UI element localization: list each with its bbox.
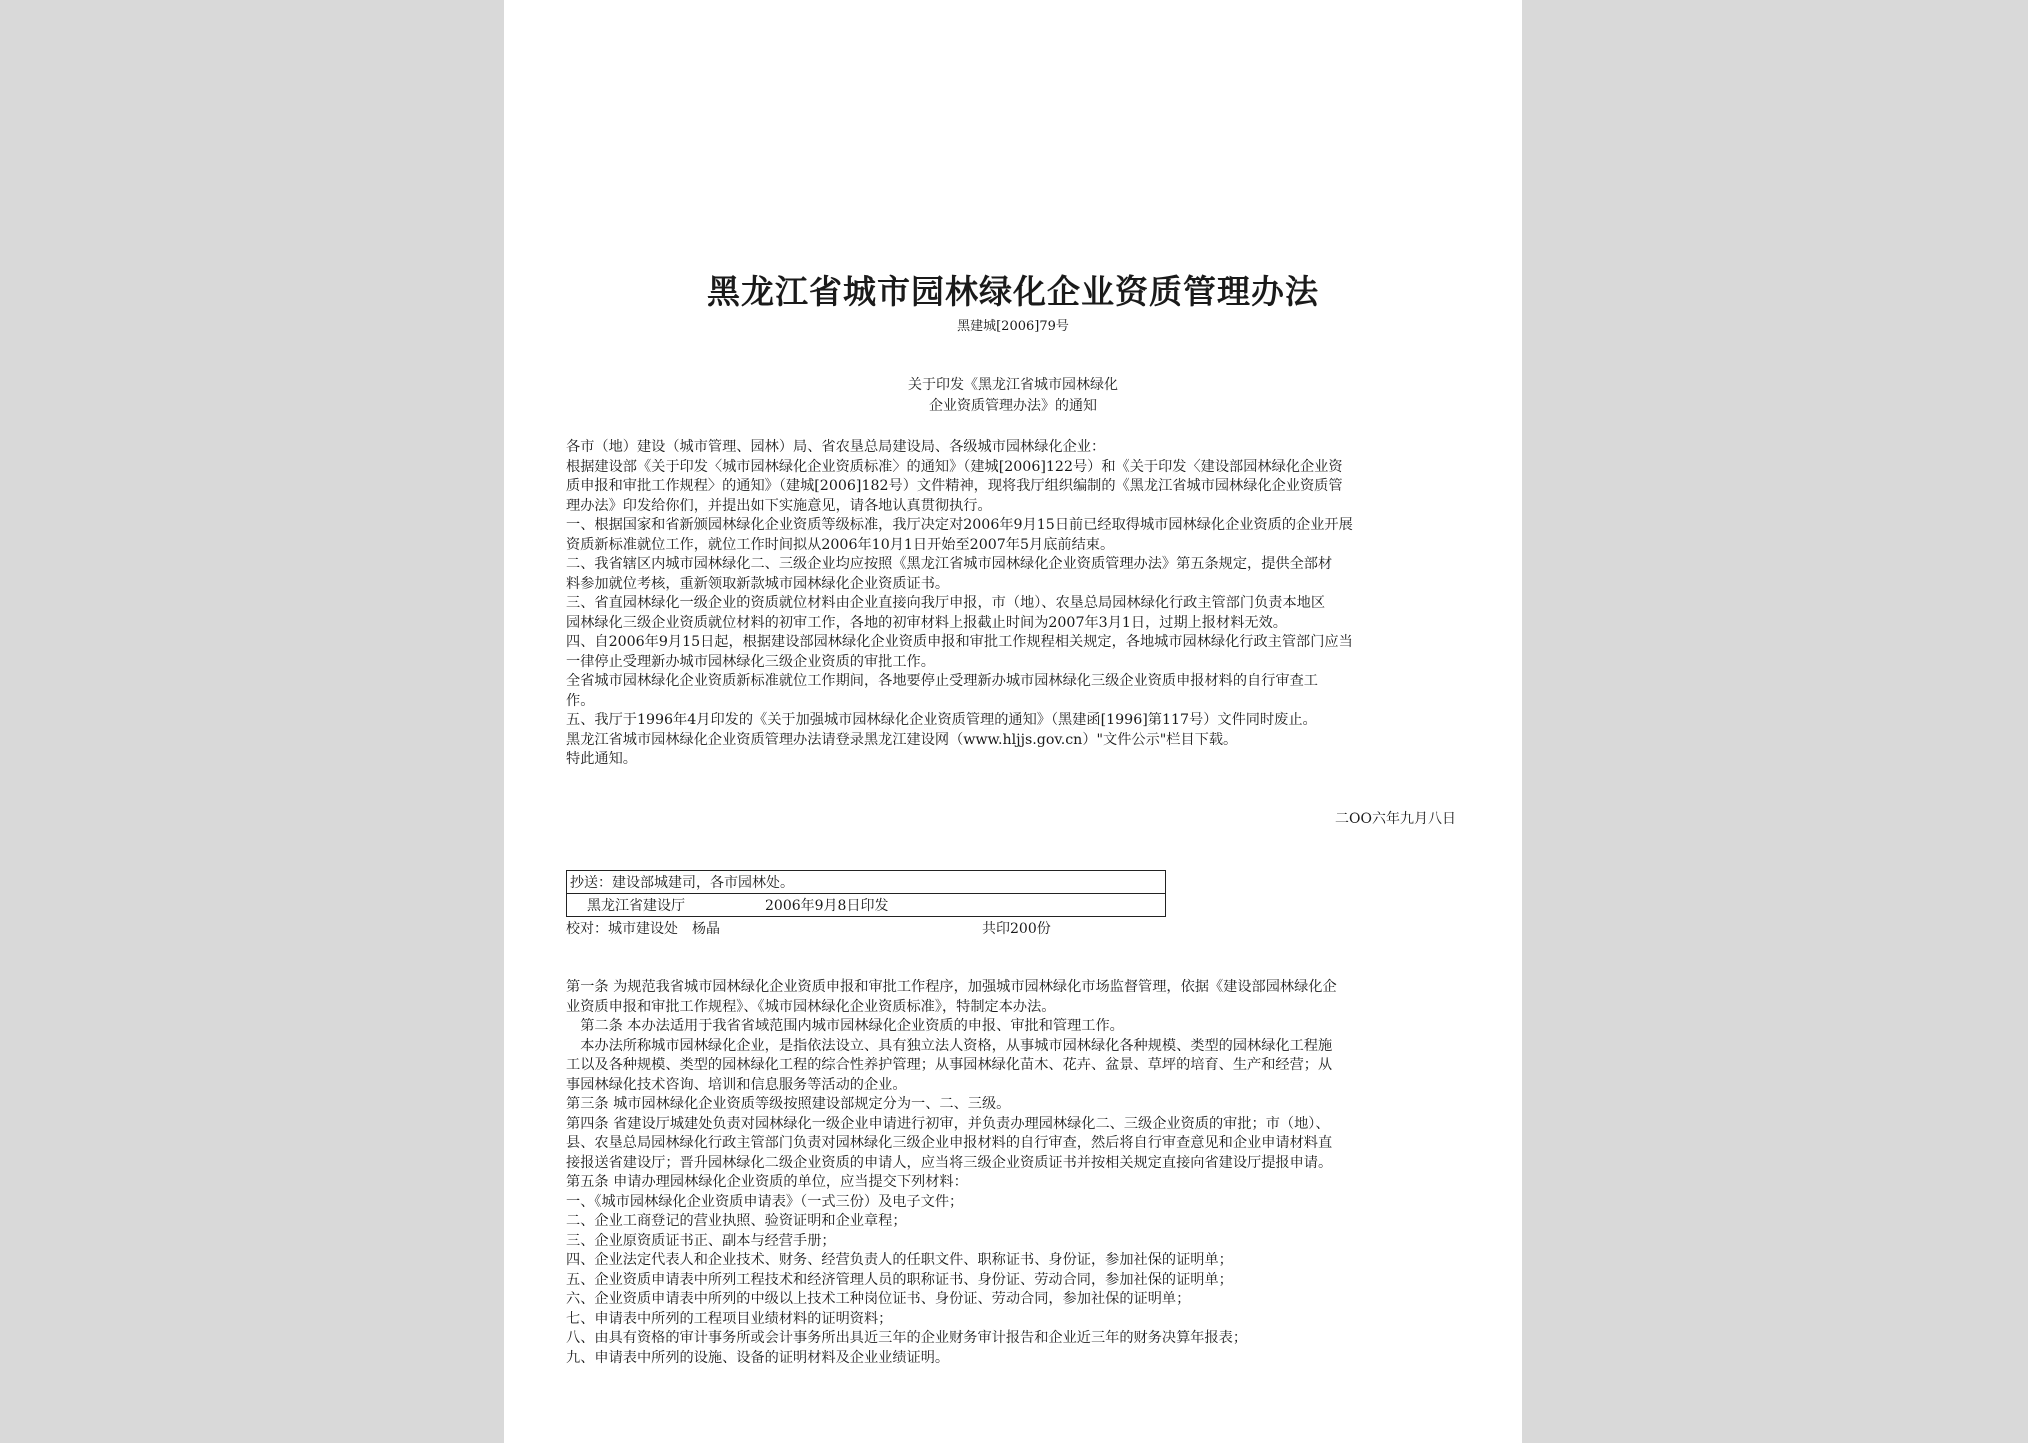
article-line: 第一条 为规范我省城市园林绿化企业资质申报和审批工作程序，加强城市园林绿化市场监督管理，依据《建设部园林绿化企 <box>566 979 1337 995</box>
article-line: 第二条 本办法适用于我省省域范围内城市园林绿化企业资质的申报、审批和管理工作。 <box>566 1018 1124 1034</box>
article-line: 七、申请表中所列的工程项目业绩材料的证明资料； <box>566 1310 893 1327</box>
proofreader: 校对：城市建设处 杨晶 <box>566 921 720 937</box>
article-line: 县、农垦总局园林绿化行政主管部门负责对园林绿化三级企业申报材料的自行审查，然后将自行审查意见和企业申请材料直 <box>566 1135 1333 1151</box>
article-line: 业资质申报和审批工作规程》、《城市园林绿化企业资质标准》，特制定本办法。 <box>566 998 1056 1015</box>
document-page <box>504 0 1522 1443</box>
article-line: 三、企业原资质证书正、副本与经营手册； <box>566 1232 836 1249</box>
copies-count: 共印200份 <box>982 921 1051 937</box>
notice-paragraph-line: 各市（地）建设（城市管理、园林）局、省农垦总局建设局、各级城市园林绿化企业： <box>566 439 1106 455</box>
article-line: 九、申请表中所列的设施、设备的证明材料及企业业绩证明。 <box>566 1349 950 1366</box>
document-title: 黑龙江省城市园林绿化企业资质管理办法 <box>707 272 1319 311</box>
article-line: 接报送省建设厅；晋升园林绿化二级企业资质的申请人，应当将三级企业资质证书并按相关规定直接向省建设厅提报申请。 <box>566 1154 1333 1171</box>
document-number: 黑建城[2006]79号 <box>957 319 1069 334</box>
notice-paragraph-line: 全省城市园林绿化企业资质新标准就位工作期间，各地要停止受理新办城市园林绿化三级企业资质申报材料的自行审查工 <box>566 673 1318 689</box>
issuer-cell <box>567 894 1166 917</box>
notice-paragraph-line: 作。 <box>566 692 595 709</box>
notice-paragraph-line: 四、自2006年9月15日起，根据建设部园林绿化企业资质申报和审批工作规程相关规定，各地城市园林绿化行政主管部门应当 <box>566 634 1353 650</box>
article-line: 五、企业资质申请表中所列工程技术和经济管理人员的职称证书、身份证、劳动合同，参加社保的证明单； <box>566 1271 1233 1288</box>
notice-paragraph-line: 一律停止受理新办城市园林绿化三级企业资质的审批工作。 <box>566 653 935 670</box>
notice-paragraph-line: 三、省直园林绿化一级企业的资质就位材料由企业直接向我厅申报，市（地）、农垦总局园林绿化行政主管部门负责本地区 <box>566 595 1326 611</box>
issuer: 黑龙江省建设厅 <box>587 898 685 914</box>
print-date: 2006年9月8日印发 <box>765 898 889 914</box>
distribution-table <box>566 870 1166 917</box>
notice-paragraph-line: 园林绿化三级企业资质就位材料的初审工作，各地的初审材料上报截止时间为2007年3月1日，过期上报材料无效。 <box>566 614 1287 631</box>
article-line: 本办法所称城市园林绿化企业，是指依法设立、具有独立法人资格，从事城市园林绿化各种规模、类型的园林绿化工程施 <box>566 1037 1333 1054</box>
notice-body <box>566 438 1466 770</box>
notice-paragraph-line: 特此通知。 <box>566 751 637 767</box>
notice-title <box>504 375 1522 417</box>
notice-paragraph-line: 质申报和审批工作规程〉的通知》（建城[2006]182号）文件精神，现将我厅组织编制的《黑龙江省城市园林绿化企业资质管 <box>566 478 1343 494</box>
notice-paragraph-line: 料参加就位考核，重新领取新款城市园林绿化企业资质证书。 <box>566 575 950 592</box>
notice-paragraph-line: 一、根据国家和省新颁园林绿化企业资质等级标准，我厅决定对2006年9月15日前已经取得城市园林绿化企业资质的企业开展 <box>566 517 1353 533</box>
article-line: 六、企业资质申请表中所列的中级以上技术工种岗位证书、身份证、劳动合同，参加社保的证明单； <box>566 1291 1191 1307</box>
article-line: 四、企业法定代表人和企业技术、财务、经营负责人的任职文件、职称证书、身份证，参加社保的证明单； <box>566 1252 1233 1268</box>
proof-line <box>566 918 1166 938</box>
notice-paragraph-line: 理办法》印发给你们，并提出如下实施意见，请各地认真贯彻执行。 <box>566 497 992 514</box>
article-line: 一、《城市园林绿化企业资质申请表》（一式三份）及电子文件； <box>566 1193 964 1210</box>
article-line: 第五条 申请办理园林绿化企业资质的单位，应当提交下列材料： <box>566 1174 968 1190</box>
notice-title-line: 关于印发《黑龙江省城市园林绿化 <box>908 377 1118 393</box>
notice-paragraph-line: 黑龙江省城市园林绿化企业资质管理办法请登录黑龙江建设网（www.hljjs.gov.cn）"文件公示"栏目下载。 <box>566 731 1238 748</box>
article-line: 第四条 省建设厅城建处负责对园林绿化一级企业申请进行初审，并负责办理园林绿化二、三级企业资质的审批；市（地）、 <box>566 1115 1330 1132</box>
notice-title-line: 企业资质管理办法》的通知 <box>929 398 1097 414</box>
notice-paragraph-line: 根据建设部《关于印发〈城市园林绿化企业资质标准〉的通知》（建城[2006]122号）和《关于印发〈建设部园林绿化企业资 <box>566 458 1343 475</box>
articles-body <box>566 978 1466 1368</box>
notice-paragraph-line: 资质新标准就位工作，就位工作时间拟从2006年10月1日开始至2007年5月底前结束。 <box>566 536 1115 553</box>
article-line: 工以及各种规模、类型的园林绿化工程的综合性养护管理；从事园林绿化苗木、花卉、盆景、草坪的培育、生产和经营；从 <box>566 1057 1333 1073</box>
article-line: 二、企业工商登记的营业执照、验资证明和企业章程； <box>566 1213 907 1229</box>
notice-paragraph-line: 五、我厅于1996年4月印发的《关于加强城市园林绿化企业资质管理的通知》（黑建函[1996]第117号）文件同时废止。 <box>566 712 1317 728</box>
notice-paragraph-line: 二、我省辖区内城市园林绿化二、三级企业均应按照《黑龙江省城市园林绿化企业资质管理办法》第五条规定，提供全部材 <box>566 556 1333 572</box>
article-line: 第三条 城市园林绿化企业资质等级按照建设部规定分为一、二、三级。 <box>566 1096 1011 1112</box>
article-line: 八、由具有资格的审计事务所或会计事务所出具近三年的企业财务审计报告和企业近三年的财务决算年报表； <box>566 1330 1248 1346</box>
cc-line: 抄送：建设部城建司，各市园林处。 <box>567 871 1166 894</box>
table-row <box>567 894 1166 917</box>
notice-date: 二OO六年九月八日 <box>1335 811 1456 827</box>
article-line: 事园林绿化技术咨询、培训和信息服务等活动的企业。 <box>566 1076 907 1093</box>
table-row <box>567 871 1166 894</box>
